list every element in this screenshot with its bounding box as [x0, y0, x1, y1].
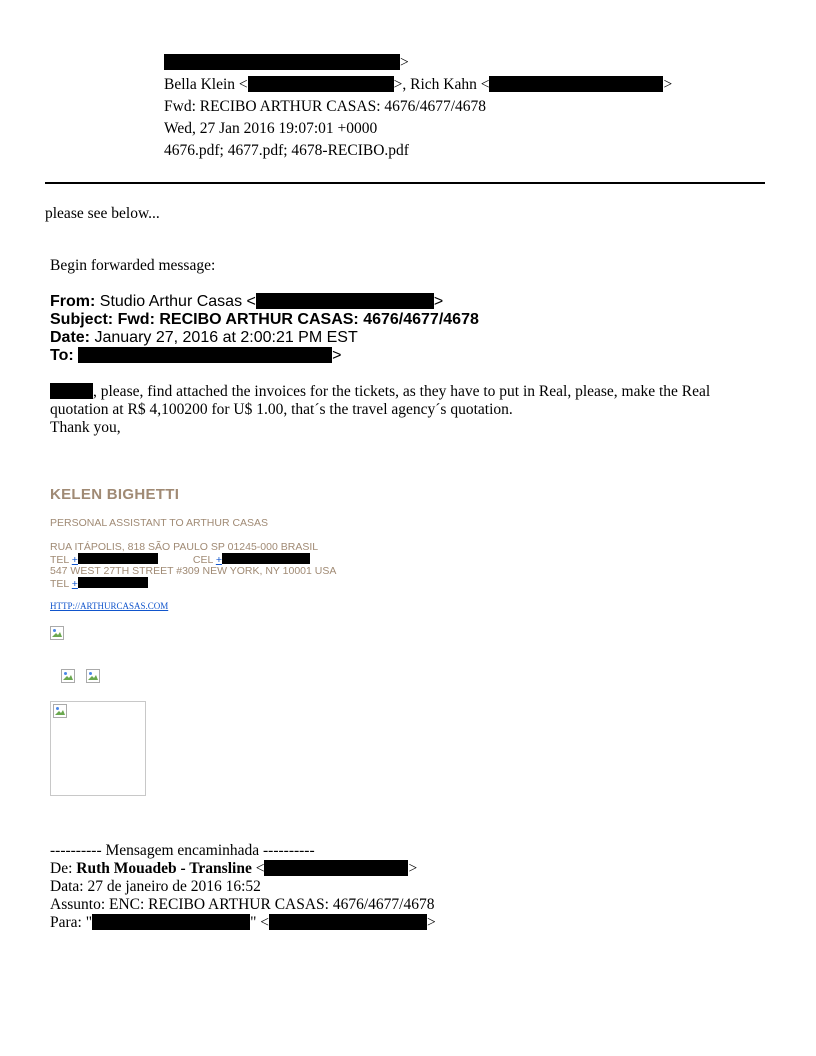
fwd-subject-label: Subject:	[50, 311, 114, 328]
redacted-block	[222, 553, 310, 564]
header-divider	[45, 182, 765, 184]
original-to-line: Para: " " < >	[50, 914, 436, 931]
from-value: >	[164, 52, 409, 74]
original-subject-line: Assunto: ENC: RECIBO ARTHUR CASAS: 4676/4677/4678	[50, 896, 435, 913]
broken-image-icon	[53, 704, 67, 718]
signature-tel-line-2: TEL +	[50, 577, 148, 590]
fwd-date-label: Date:	[50, 329, 91, 346]
forward-separator: ---------- Mensagem encaminhada ----------	[50, 842, 315, 859]
subject-value: Fwd: RECIBO ARTHUR CASAS: 4676/4677/4678	[164, 98, 487, 115]
redacted-block	[248, 76, 394, 92]
redacted-block	[489, 76, 663, 92]
broken-image-icon	[50, 626, 64, 640]
fwd-subject-line	[50, 311, 479, 329]
thank-you-text: Thank you,	[50, 419, 121, 436]
redacted-block	[269, 914, 427, 930]
signature-tel-line-1: TEL + CEL +	[50, 553, 310, 566]
signature-title: PERSONAL ASSISTANT TO ARTHUR CASAS	[50, 517, 269, 529]
attachments-value[interactable]: 4676.pdf; 4677.pdf; 4678-RECIBO.pdf	[164, 142, 409, 159]
redacted-block	[50, 383, 93, 399]
redacted-block	[78, 347, 332, 363]
original-sender-name: Ruth Mouadeb - Transline	[76, 860, 252, 877]
phone-link[interactable]: +	[71, 554, 78, 566]
fwd-subject-value: Fwd: RECIBO ARTHUR CASAS: 4676/4677/4678	[117, 311, 479, 328]
intro-text: please see below...	[45, 205, 160, 222]
redacted-block	[264, 860, 408, 876]
phone-link[interactable]: +	[71, 578, 78, 590]
fwd-to-line: To: >	[50, 347, 342, 364]
redacted-block	[78, 553, 158, 564]
message-line-2: quotation at R$ 4,100200 for U$ 1.00, that´s the travel agency´s quotation.	[50, 401, 513, 418]
fwd-date-value: January 27, 2016 at 2:00:21 PM EST	[94, 329, 358, 346]
fwd-from-label: From:	[50, 293, 96, 310]
website-link[interactable]: HTTP://ARTHURCASAS.COM	[50, 601, 169, 611]
redacted-block	[256, 293, 434, 309]
original-from-line: De: Ruth Mouadeb - Transline < >	[50, 860, 418, 877]
redacted-block	[164, 54, 400, 70]
date-value: Wed, 27 Jan 2016 19:07:01 +0000	[164, 120, 378, 137]
broken-image-icon[interactable]	[86, 669, 100, 683]
fwd-to-label: To:	[50, 347, 74, 364]
cel-link[interactable]: +	[215, 554, 222, 566]
broken-image-icon[interactable]	[61, 669, 75, 683]
begin-forwarded-text: Begin forwarded message:	[50, 257, 216, 274]
signature-address-usa: 547 WEST 27TH STREET #309 NEW YORK, NY 10001 USA	[50, 565, 337, 577]
message-line-1: , please, find attached the invoices for the tickets, as they have to put in Real, please, make the Real	[50, 383, 710, 401]
signature-name: KELEN BIGHETTI	[50, 486, 180, 503]
image-placeholder-frame	[50, 701, 146, 796]
original-date-line: Data: 27 de janeiro de 2016 16:52	[50, 878, 261, 895]
redacted-block	[78, 577, 148, 588]
fwd-date-line	[50, 329, 358, 347]
to-value: Bella Klein < >, Rich Kahn < >	[164, 76, 673, 93]
redacted-block	[92, 914, 250, 930]
fwd-from-value: Studio Arthur Casas <	[99, 293, 256, 310]
fwd-from-line: From: Studio Arthur Casas < >	[50, 293, 444, 310]
signature-address-brazil: RUA ITÁPOLIS, 818 SÃO PAULO SP 01245-000 BRASIL	[50, 541, 319, 553]
